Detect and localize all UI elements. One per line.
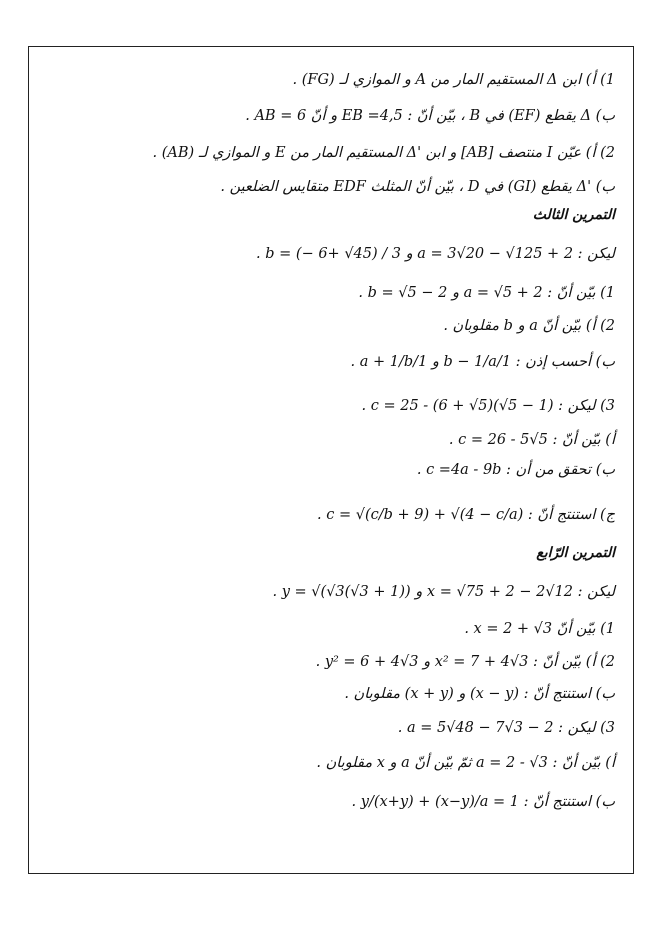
- text-line-3: 2) أ) عيّن I منتصف [AB] و ابن 'Δ المستقيم المار من E و الموازي لـ (AB) .: [152, 145, 615, 161]
- text-line-14: 1) بيّن أنّ x = 2 + √3 .: [464, 621, 615, 637]
- text-line-12: ج) استنتج أنّ : c = √(c/b + 9) + √(4 − c/a) .: [317, 507, 615, 523]
- text-line-5: ليكن : a = 3√20 − √125 + 2 و b = (− 6+ √45) / 3 .: [256, 246, 615, 262]
- text-line-17: 3) ليكن : a = 5√48 − 7√3 − 2 .: [397, 720, 615, 736]
- text-line-4: ب) 'Δ يقطع (GI) في D ، بيّن أنّ المثلث EDF متقايس الضلعين .: [220, 179, 615, 195]
- text-line-9: 3) ليكن : c = 25 - (6 + √5)(√5 − 1) .: [361, 398, 615, 414]
- text-line-10: أ) بيّن أنّ : c = 26 - 5√5 .: [448, 432, 615, 448]
- text-line-7: 2) أ) بيّن أنّ a و b مقلوبان .: [443, 318, 615, 334]
- section-heading-4: التمرين الرّابع: [536, 545, 615, 561]
- text-line-1: 1) أ) ابن Δ المستقيم المار من A و الموازي لـ (FG) .: [292, 72, 615, 88]
- text-line-2: ب) Δ يقطع (EF) في B ، بيّن أنّ : EB =4,5 و أنّ AB = 6 .: [245, 108, 615, 124]
- text-line-19: ب) استنتج أنّ : 1 = y/(x+y) + (x−y)/a .: [351, 794, 615, 810]
- text-line-16: ب) استنتج أنّ : (x − y) و (x + y) مقلوبان .: [344, 686, 615, 702]
- text-line-6: 1) بيّن أنّ : a = √5 + 2 و b = √5 − 2 .: [358, 285, 615, 301]
- text-line-11: ب) تحقق من أن : c =4a - 9b .: [416, 462, 615, 478]
- text-line-15: 2) أ) بيّن أنّ : x² = 7 + 4√3 و y² = 6 + 4√3 .: [315, 654, 615, 670]
- text-line-8: ب) أحسب إذن : 1/b − 1/a و 1/a + 1/b .: [350, 354, 615, 370]
- section-heading-3: التمرين الثالث: [532, 207, 615, 223]
- text-line-18: أ) بيّن أنّ : a = 2 - √3 ثمّ بيّن أنّ a و x مقلوبان .: [316, 755, 615, 771]
- text-line-13: ليكن : x = √75 + 2 − 2√12 و y = √(√3(√3 + 1)) .: [272, 584, 615, 600]
